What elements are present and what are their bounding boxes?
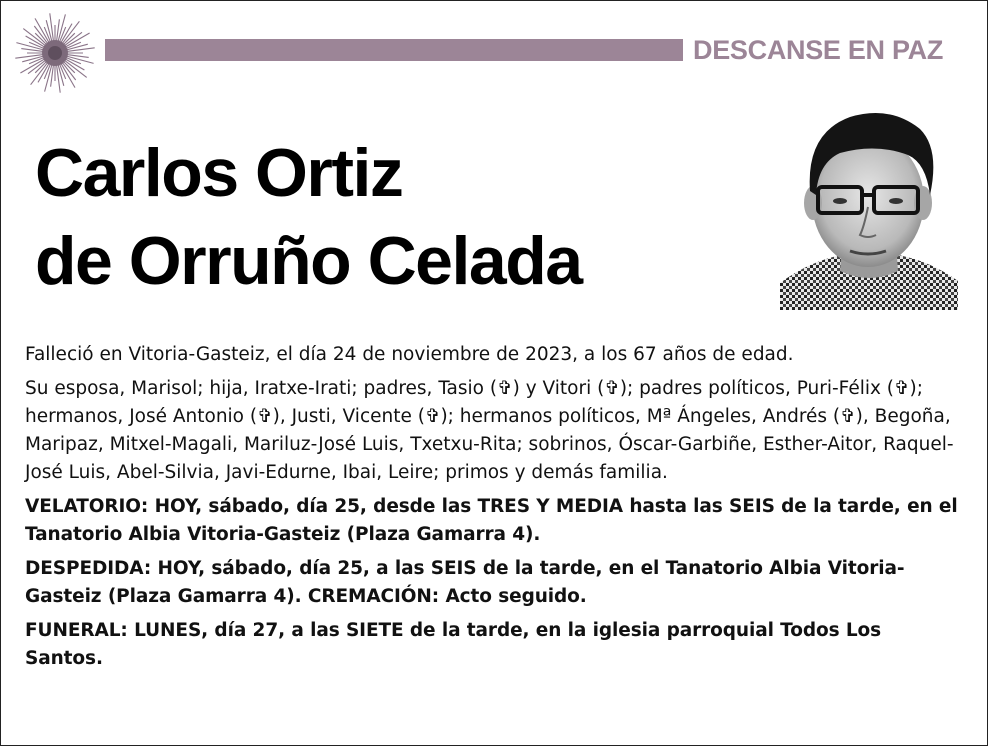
- funeral-details: FUNERAL: LUNES, día 27, a las SIETE de la tarde, en la iglesia parroquial Todos Los Santos.: [25, 620, 882, 669]
- death-notice: Falleció en Vitoria-Gasteiz, el día 24 de noviembre de 2023, a los 67 años de edad.: [25, 344, 794, 365]
- name-line-2: de Orruño Celada: [35, 223, 582, 299]
- farewell-details: DESPEDIDA: HOY, sábado, día 25, a las SEIS de la tarde, en el Tanatorio Albia Vitoria-Gasteiz (Plaza Gamarra 4). CREMACIÓN: Acto seguido.: [25, 558, 905, 607]
- family-list: Su esposa, Marisol; hija, Iratxe-Irati; padres, Tasio (✞) y Vitori (✞); padres políticos, Puri-Félix (✞); hermanos, José Antonio (✞), Justi, Vicente (✞); hermanos políticos, Mª Ángeles, Andrés (✞), Begoña, Maripaz, Mitxel-Magali, Mariluz-José Luis, Txetxu-Rita; sobrinos, Óscar-Garbiñe, Esther-Aitor, Raquel-José Luis, Abel-Silvia, Javi-Edurne, Ibai, Leire; primos y demás familia.: [25, 378, 954, 483]
- thistle-flower-icon: [9, 7, 101, 95]
- wake-details: VELATORIO: HOY, sábado, día 25, desde las TRES Y MEDIA hasta las SEIS de la tarde, en el Tanatorio Albia Vitoria-Gasteiz (Plaza Gamarra 4).: [25, 496, 958, 545]
- deceased-name: [35, 129, 582, 305]
- header-bar: [105, 39, 683, 61]
- obituary-body: [25, 341, 965, 679]
- name-line-1: Carlos Ortiz: [35, 135, 403, 211]
- portrait-photo: [780, 103, 958, 310]
- header-label: DESCANSE EN PAZ: [693, 35, 944, 65]
